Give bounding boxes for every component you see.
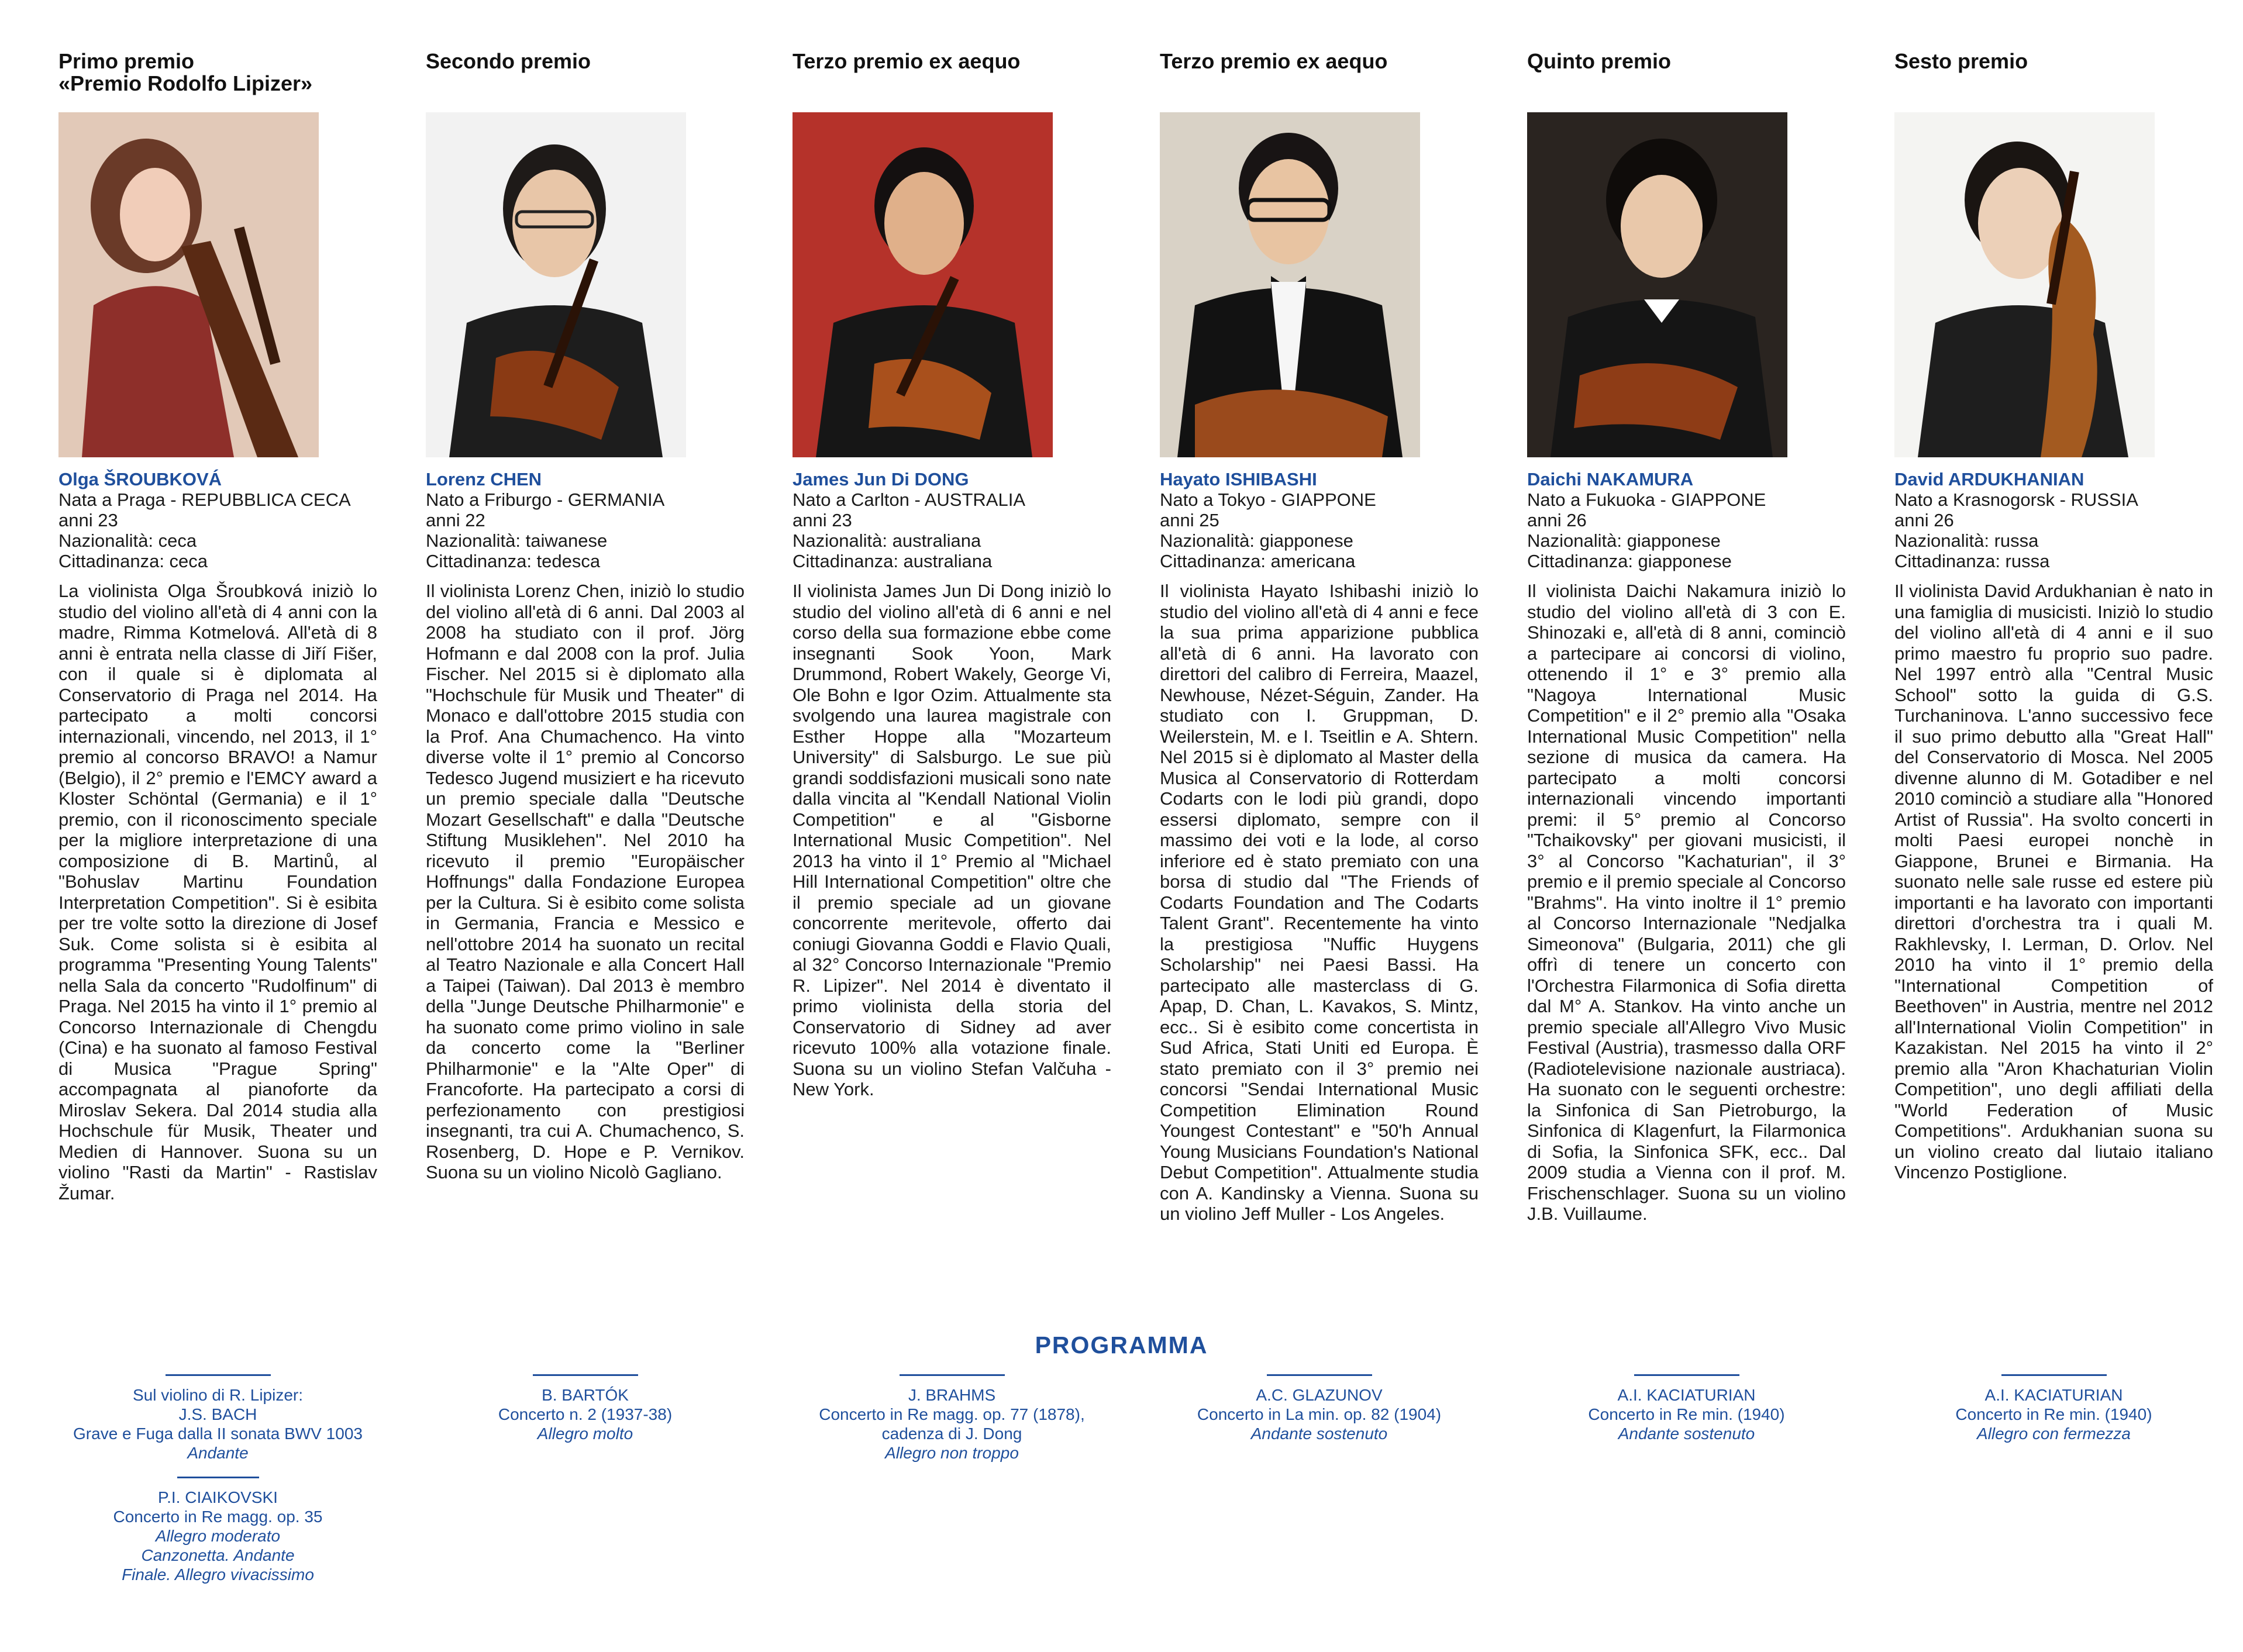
divider [2001,1374,2107,1376]
winner-column-2 [426,50,745,1183]
programma-column-5 [1527,1374,1846,1443]
work-title: Concerto in Re min. (1940) [1588,1405,1785,1423]
tempo: Allegro con fermezza [1976,1425,2131,1443]
tempo: Canzonetta. Andante [141,1546,295,1564]
composer: A.I. KACIATURIAN [1984,1386,2123,1404]
programma-column-6 [1894,1374,2213,1443]
winner-facts: Nato a Friburgo - GERMANIA anni 22 Nazionalità: taiwanese Cittadinanza: tedesca [426,489,665,571]
winner-facts: Nato a Fukuoka - GIAPPONE anni 26 Nazionalità: giapponese Cittadinanza: giapponese [1527,489,1766,571]
winner-bio: Il violinista Hayato Ishibashi iniziò lo studio del violino all'età di 4 anni e fece la sua prima apparizione pubblica all'età di 6 anni. Ha lavorato con direttori del calibro di Ferreira, Maazel, Newhouse, Nézet-Séguin, Zander. Ha studiato con I. Gruppman, D. Weilerstein, M. e I. Tseitlin e A. Shtern. Nel 2015 si è diplomato al Master della Musica al Conservatorio di Rotterdam Codarts con le lodi più grandi, dopo essersi diplomato, sempre con il massimo dei voti e la lode, al corso inferiore ed è stato premiato con una borsa di studio dal "The Friends of Codarts Foundation and The Codarts Talent Grant". Recentemente ha vinto la prestigiosa "Nuffic Huygens Scholarship" nei Paesi Bassi. Ha partecipato alle masterclass di G. Apap, D. Chan, L. Kavakos, S. Mintz, ecc.. Si è esibito come concertista in Sud Africa, Stati Uniti ed Europa. È stato premiato con il 3° premio nei concorsi "Sendai International Music Competition Elimination Round Youngest Contestant" e "50'h Annual Young Musicians Foundation's National Debut Competition". Attualmente studia con A. Kandinsky a Vienna. Suona su un violino Jeff Muller - Los Angeles. [1160,581,1479,1224]
tempo: Allegro moderato [155,1527,281,1545]
divider [166,1374,271,1376]
work-title: Grave e Fuga dalla II sonata BWV 1003 [73,1425,363,1443]
portrait-photo [793,112,1053,457]
winner-name: Daichi NAKAMURA [1527,469,1694,489]
winner-name: Olga ŠROUBKOVÁ [58,469,222,489]
composer: J.S. BACH [178,1405,257,1423]
work-title: Concerto in Re magg. op. 35 [113,1508,323,1526]
winner-column-3 [793,50,1111,1100]
programma-column-1 [58,1374,377,1584]
winner-column-1 [58,50,377,1203]
prize-title: Terzo premio ex aequo [793,49,1021,73]
winner-name: Hayato ISHIBASHI [1160,469,1317,489]
work-note: cadenza di J. Dong [881,1425,1022,1443]
programma-title: PROGRAMMA [1035,1332,1208,1358]
portrait-photo [1894,112,2155,457]
winner-facts: Nato a Tokyo - GIAPPONE anni 25 Nazionalità: giapponese Cittadinanza: americana [1160,489,1376,571]
prize-title: Terzo premio ex aequo [1160,49,1388,73]
work-title: Concerto in La min. op. 82 (1904) [1197,1405,1442,1423]
prize-title: Primo premio «Premio Rodolfo Lipizer» [58,49,313,95]
prize-title: Secondo premio [426,49,591,73]
divider [1634,1374,1739,1376]
programma-column-3 [793,1374,1111,1463]
winner-column-4 [1160,50,1479,1225]
composer: B. BARTÓK [542,1386,629,1404]
composer: P.I. CIAIKOVSKI [158,1488,278,1506]
winner-bio: Il violinista James Jun Di Dong iniziò lo studio del violino all'età di 6 anni e nel corso della sua formazione ebbe come insegnanti Sook Yoon, Mark Drummond, Robert Wakely, George Vi, Ole Bohn e Igor Ozim. Attualmente sta svolgendo una laurea magistrale con Esther Hoppe alla "Mozarteum University" di Salsburgo. Le sue più grandi soddisfazioni musicali sono nate dalla vincita al "Kendall National Violin Competition" e al "Gisborne International Music Competition". Nel 2013 ha vinto il 1° Premio al "Michael Hill International Competition" oltre che il premio speciale ad un giovane concorrente meritevole, offerto dai coniugi Giovanna Goddi e Flavio Quali, al 32° Concorso Internazionale "Premio R. Lipizer". Nel 2014 è diventato il primo violinista della storia del Conservatorio di Sidney ad aver ricevuto 100% alla votazione finale. Suona su un violino Stefan Valčuha - New York. [793,581,1111,1099]
winner-bio: Il violinista Lorenz Chen, iniziò lo studio del violino all'età di 6 anni. Dal 2003 al 2008 ha studiato con il prof. Jörg Hofmann e dal 2008 con la prof. Julia Fischer. Nel 2015 si è diplomato alla "Hochschule für Musik und Theater" di Monaco e dall'ottobre 2015 studia con la Prof. Ana Chumachenco. Ha vinto diverse volte il 1° premio al Concorso Tedesco Jugend musiziert e ha ricevuto un premio speciale dalla "Deutsche Mozart Gesellschaft" e dalla "Deutsche Stiftung Musiklehen". Nel 2010 ha ricevuto il premio "Europäischer Hoffnungs" dalla Fondazione Europea per la Cultura. Si è esibito come solista in Germania, Francia e Messico e nell'ottobre 2014 ha suonato un recital al Teatro Nazionale e alla Concert Hall a Taipei (Taiwan). Dal 2013 è membro della "Junge Deutsche Philharmonie" e ha suonato come primo violino in sale da concerto come la "Berliner Philharmonie" e la "Alte Oper" di Francoforte. Ha partecipato a corsi di perfezionamento con prestigiosi insegnanti, tra cui A. Chumachenco, S. Rosenberg, D. Hope e P. Vernikov. Suona su un violino Nicolò Gagliano. [426,581,745,1182]
portrait-photo [58,112,319,457]
winner-column-5 [1527,50,1846,1225]
winner-bio: Il violinista David Ardukhanian è nato in una famiglia di musicisti. Iniziò lo studio del violino all'età di 4 anni e il suo primo maestro fu proprio suo padre. Nel 1997 entrò alla "Central Music School" sotto la guida di G.S. Turchaninova. L'anno successivo fece il suo primo debutto alla "Great Hall" del Conservatorio di Mosca. Nel 2005 divenne alunno di M. Gotadiber e nel 2010 cominciò a studiare alla "Honored Artist of Russia". Ha svolto concerti in molti Paesi europei nonchè in Giappone, Brunei e Birmania. Ha suonato nelle sale russe ed estere più importanti e ha lavorato con importanti direttori d'orchestra tra i quali M. Rakhlevsky, I. Lerman, D. Orlov. Nel 2010 ha vinto il 1° premio della "International Competition of Beethoven" in Austria, mentre nel 2012 all'International Violin Competition" in Kazakistan. Nel 2015 ha vinto il 2° premio alla "Aron Khachaturian Violin Competition", uno degli affiliati della "World Federation of Music Competitions". Ardukhanian suona su un violino creato dal liutaio italiano Vincenzo Postiglione. [1894,581,2213,1182]
winner-facts: Nato a Krasnogorsk - RUSSIA anni 26 Nazionalità: russa Cittadinanza: russa [1894,489,2138,571]
work-title: Concerto in Re min. (1940) [1955,1405,2152,1423]
winner-name: James Jun Di DONG [793,469,969,489]
composer: J. BRAHMS [908,1386,996,1404]
composer: A.C. GLAZUNOV [1256,1386,1383,1404]
portrait-photo [1160,112,1420,457]
tempo: Finale. Allegro vivacissimo [122,1565,314,1584]
winner-bio: La violinista Olga Šroubková iniziò lo studio del violino all'età di 4 anni con la madre, Rimma Kotmelová. All'età di 8 anni è entrata nella classe di Jiří Fišer, con il quale si è diplomata al Conservatorio di Praga nel 2014. Ha partecipato a molti concorsi internazionali, vincendo, nel 2013, il 1° premio al concorso BRAVO! a Namur (Belgio), il 2° premio e l'EMCY award a Kloster Schöntal (Germania) e il 1° premio, con il riconoscimento speciale per la migliore interpretazione di una composizione di B. Martinů, al "Bohuslav Martinu Foundation Interpretation Competition". Si è esibita per tre volte sotto la direzione di Josef Suk. Come solista si è esibita al programma "Presenting Young Talents" nella Sala da concerto "Rudolfinum" di Praga. Nel 2015 ha vinto il 1° premio al Concorso Internazionale di Chengdu (Cina) e ha suonato al famoso Festival di Musica "Prague Spring" accompagnata al pianoforte da Miroslav Sekera. Dal 2014 studia alla Hochschule für Musik, Theater und Medien di Hannover. Suona su un violino "Rasti da Martin" - Rastislav Žumar. [58,581,377,1203]
winner-facts: Nato a Carlton - AUSTRALIA anni 23 Nazionalità: australiana Cittadinanza: australiana [793,489,1025,571]
programma-column-4 [1160,1374,1479,1443]
winner-bio: Il violinista Daichi Nakamura iniziò lo studio del violino all'età di 3 con E. Shinozaki e, all'età di 8 anni, cominciò a partecipare ai concorsi di violino, ottenendo il 1° e 3° premio alla "Nagoya International Music Competition" e il 2° premio alla "Osaka International Music Competition" nella sezione di musica da camera. Ha partecipato a molti concorsi internazionali vincendo importanti premi: il 5° premio al Concorso "Tchaikovsky" per giovani musicisti, il 3° al Concorso "Kachaturian", il 3° premio e il premio speciale al Concorso "Brahms". Ha vinto inoltre il 1° premio al Concorso Internazionale "Nedjalka Simeonova" (Bulgaria, 2011) che gli offrì di tenere un concerto con l'Orchestra Filarmonica di Sofia diretta dal M° A. Stankov. Ha vinto anche un premio speciale all'Allegro Vivo Music Festival (Austria), trasmesso dalla ORF (Radiotelevisione nazionale austriaca). Ha suonato con le seguenti orchestre: la Sinfonica di San Pietroburgo, la Sinfonica di Klagenfurt, la Filarmonica di Sofia, la Sinfonica SFK, ecc.. Dal 2009 studia a Vienna con il prof. M. Frischenschlager. Suona su un violino J.B. Vuillaume. [1527,581,1846,1224]
work-title: Concerto in Re magg. op. 77 (1878), [819,1405,1085,1423]
tempo: Allegro molto [537,1425,633,1443]
winner-name: David ARDUKHANIAN [1894,469,2084,489]
divider [177,1477,259,1478]
composer: A.I. KACIATURIAN [1617,1386,1756,1404]
tempo: Allegro non troppo [885,1444,1019,1462]
tempo: Andante [187,1444,249,1462]
portrait-photo [426,112,686,457]
winner-facts: Nata a Praga - REPUBBLICA CECA anni 23 Nazionalità: ceca Cittadinanza: ceca [58,489,351,571]
winner-name: Lorenz CHEN [426,469,542,489]
tempo: Andante sostenuto [1250,1425,1388,1443]
tempo: Andante sostenuto [1618,1425,1755,1443]
winner-column-6 [1894,50,2213,1183]
prize-title: Quinto premio [1527,49,1671,73]
divider [533,1374,638,1376]
prize-title: Sesto premio [1894,49,2028,73]
divider [1267,1374,1372,1376]
divider [900,1374,1005,1376]
portrait-photo [1527,112,1787,457]
program-line: Sul violino di R. Lipizer: [132,1386,304,1404]
work-title: Concerto n. 2 (1937-38) [498,1405,673,1423]
programma-column-2 [426,1374,745,1443]
